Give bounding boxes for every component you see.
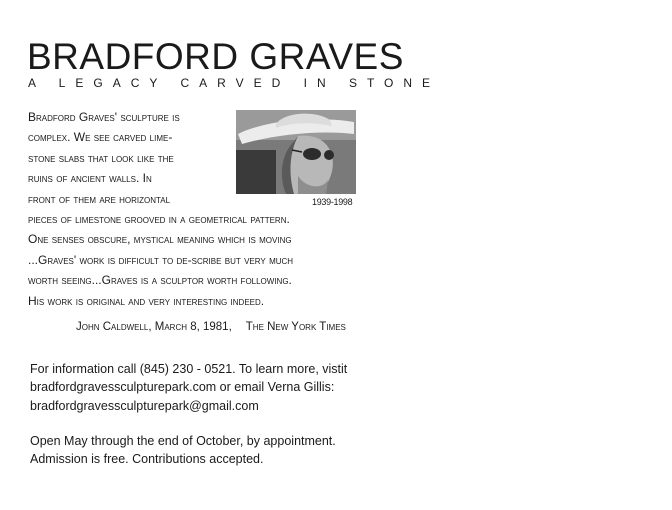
hours-line: Admission is free. Contributions accepted. [30, 452, 264, 467]
quote-attribution [76, 321, 346, 333]
contact-info [30, 360, 347, 415]
quote-line: worth seeing...Graves is a sculptor worth following. [28, 273, 292, 288]
info-line: bradfordgravessculpturepark.com or email Verna Gillis: [30, 380, 335, 395]
quote-line: One senses obscure, mystical meaning which is moving [28, 232, 292, 247]
quote-author: John Caldwell, March 8, 1981, [76, 321, 232, 333]
quote-line: pieces of limestone grooved in a geometrical pattern. [28, 211, 290, 226]
review-quote [28, 107, 293, 311]
info-line: For information call (845) 230 - 0521. To learn more, vistit [30, 362, 348, 376]
opening-hours [30, 432, 336, 469]
info-line: bradfordgravessculpturepark@gmail.com [30, 398, 259, 413]
quote-line: His work is original and very interesting indeed. [28, 293, 265, 308]
quote-source: The New York Times [245, 321, 346, 333]
quote-line: complex. We see carved lime- [28, 130, 173, 145]
quote-line: Bradford Graves' sculpture is [28, 110, 180, 124]
page-subtitle: A LEGACY CARVED IN STONE [28, 76, 441, 90]
quote-line: ruins of ancient walls. In [28, 171, 152, 186]
photo-caption: 1939-1998 [312, 197, 353, 207]
quote-line: front of them are horizontal [28, 191, 171, 206]
quote-line: ...Graves' work is difficult to de-scribe but very much [28, 252, 294, 267]
page-title: BRADFORD GRAVES [27, 36, 404, 77]
hours-line: Open May through the end of October, by appointment. [30, 434, 336, 448]
quote-line: stone slabs that look like the [28, 150, 174, 165]
